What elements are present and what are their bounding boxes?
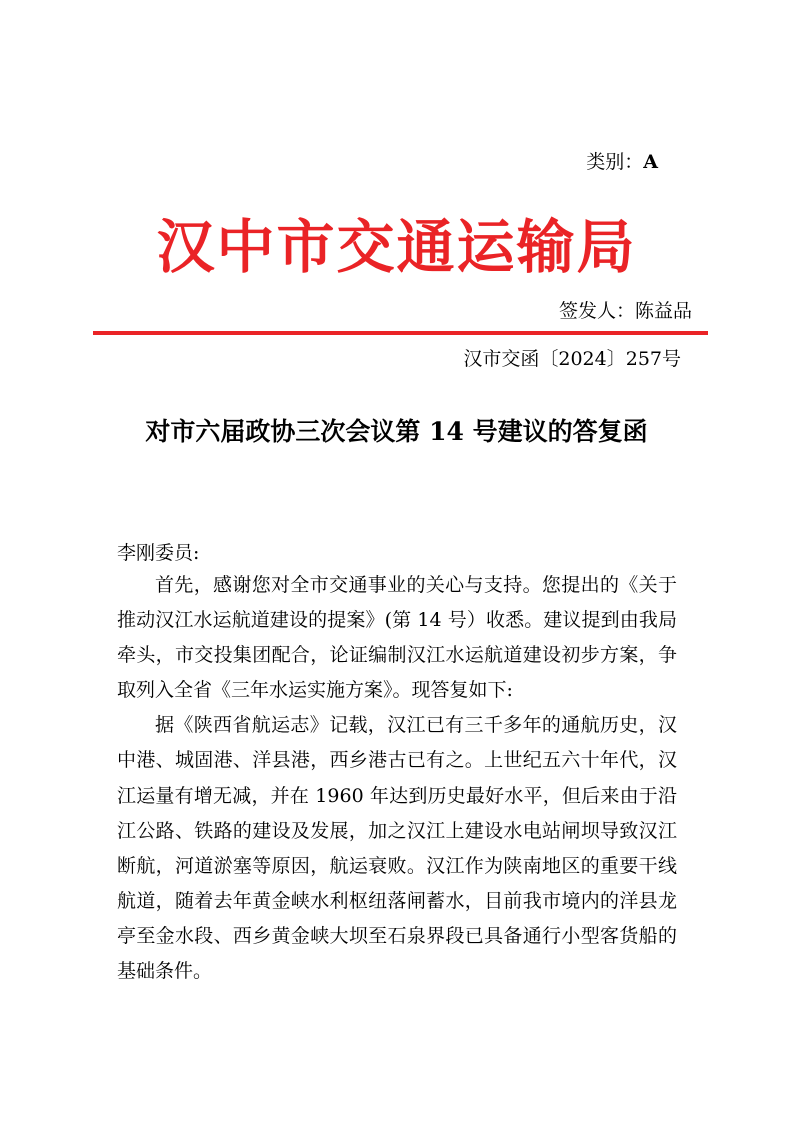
- salutation: 李刚委员:: [117, 542, 200, 564]
- body-paragraph: 据《陕西省航运志》记载，汉江已有三千多年的通航历史，汉中港、城固港、洋县港，西乡港古已有之。上世纪五六十年代，汉江运量有增无减，并在 1960 年达到历史最好水平，但后来由于沿江公路、铁路的建设及发展，加之汉江上建设水电站闸坝导致汉江断航，河道淤塞等原因，航运衰败。汉江作为陕南地区的重要干线航道，随着去年黄金峡水利枢纽落闸蓄水，目前我市境内的洋县龙亭至金水段、西乡黄金峡大坝至石泉界段已具备通行小型客货船的基础条件。: [117, 714, 677, 983]
- issuer-signature: 签发人：陈益品: [558, 300, 692, 322]
- reply-letter-title: 对市六届政协三次会议第 14 号建议的答复函: [145, 417, 648, 446]
- document-number: 汉市交函〔2024〕257号: [463, 348, 681, 370]
- body-paragraph: 首先，感谢您对全市交通事业的关心与支持。您提出的《关于推动汉江水运航道建设的提案》(第 14 号）收悉。建议提到由我局牵头，市交投集团配合，论证编制汉江水运航道建设初步方案，争取列入全省《三年水运实施方案》。现答复如下:: [117, 574, 677, 702]
- letter-body: [117, 568, 677, 989]
- agency-letterhead-title: 汉中市交通运输局: [156, 213, 637, 281]
- letterhead-divider: [93, 331, 708, 335]
- category-label: 类别：: [586, 151, 644, 173]
- category-value: A: [643, 151, 658, 173]
- document-category: [586, 147, 658, 174]
